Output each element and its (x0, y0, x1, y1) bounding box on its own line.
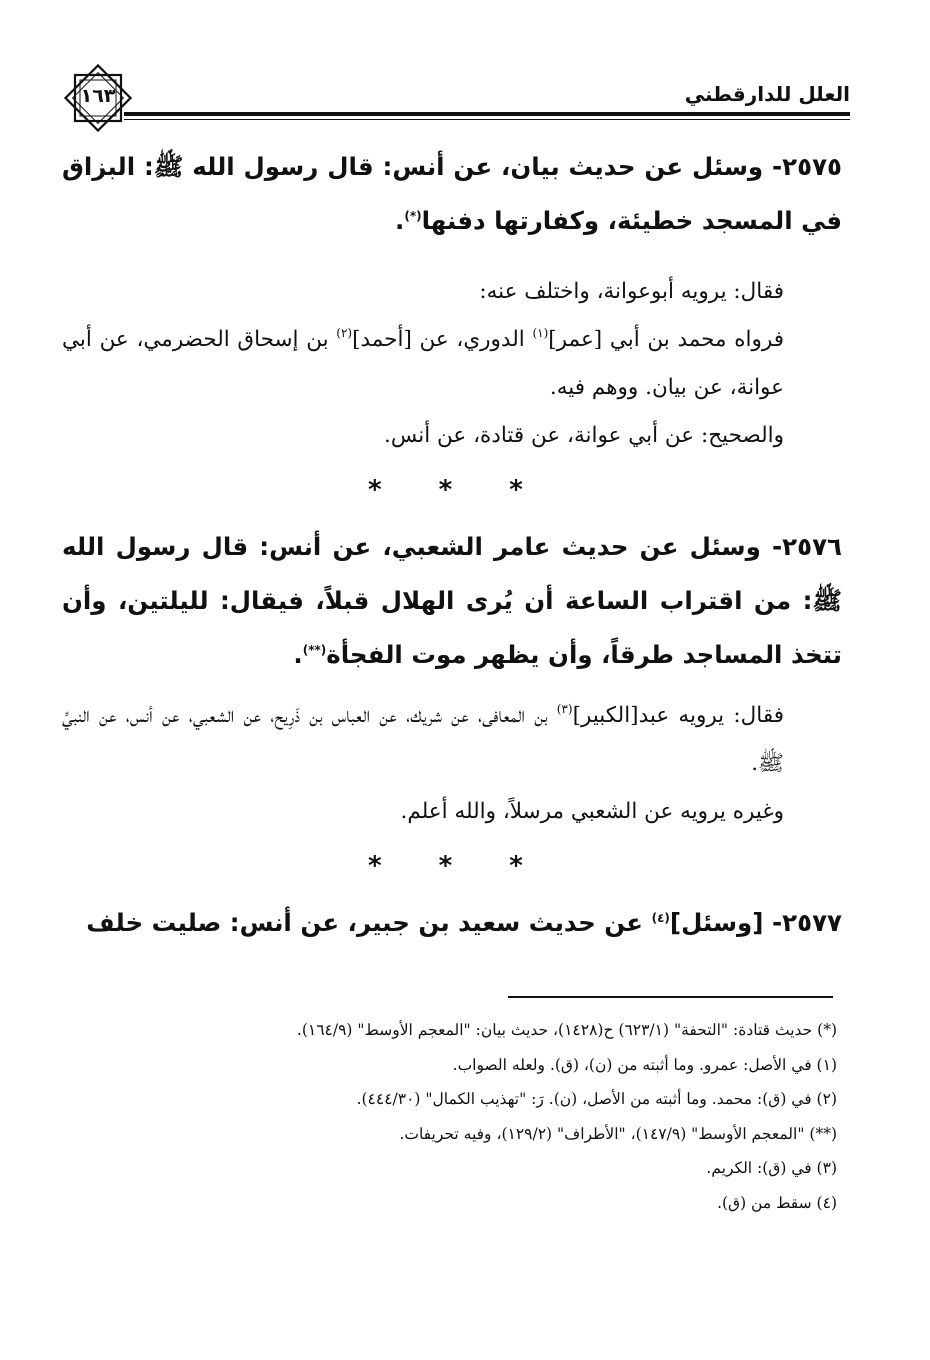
header-rule-thin (124, 119, 850, 120)
question-2576: ٢٥٧٦- وسئل عن حديث عامر الشعبي، عن أنس: قال رسول الله ﷺ: من اقتراب الساعة أن يُرى الهلال قبلاً، فيقال: لليلتين، وأن تتخذ المساجد طرقاً، وأن يظهر موت الفجأة(**). (62, 532, 842, 669)
footnote-ref: (٢) (336, 326, 353, 340)
question-2575: ٢٥٧٥- وسئل عن حديث بيان، عن أنس: قال رسول الله ﷺ: البزاق في المسجد خطيئة، وكفارتها دفنها(*). (62, 152, 842, 235)
footnotes (62, 1013, 837, 1220)
footnote-ref: (٣) (556, 702, 573, 716)
footnote-ref: (٤) (651, 911, 670, 925)
answer-2576-end: وغيره يرويه عن الشعبي مرسلاً، والله أعلم. (400, 799, 784, 824)
answer-2576-main: فقال: يرويه عبد[الكبير]$^{(٣)}$ بن المعافى، عن شريك، عن العباس بن ذَرِيح، عن الشعبي، عن أنس، عن النبيِّ ﷺ. (62, 702, 784, 776)
footnote-1: (١) في الأصل: عمرو. وما أثبته من (ن)، (ق). ولعله الصواب. (452, 1055, 837, 1074)
page-body (62, 140, 842, 950)
footnote-ref: (١) (532, 326, 549, 340)
answer-2575-main: فرواه محمد بن أبي [عمر]$^{(١)}$ الدوري، عن [أحمد]$^{(٢)}$ بن إسحاق الحضرمي، عن أبي عوانة، عن بيان. ووهم فيه. (62, 326, 785, 400)
footnote-2: (٢) في (ق): محمد. وما أثبته من الأصل، (ن). رَ: "تهذيب الكمال" (٤٤٤/٣٠). (356, 1090, 837, 1108)
page-number-badge (62, 62, 134, 134)
page-number: ١٦٣ (80, 85, 116, 107)
answer-2575-intro: فقال: يرويه أبوعوانة، واختلف عنه: (479, 279, 784, 304)
page-header (62, 62, 850, 134)
footnote-4: (٤) سقط من (ق). (717, 1193, 837, 1212)
book-title: العلل للدارقطني (684, 82, 850, 106)
footnote-ref: (*) (404, 209, 422, 223)
footnote-3: (٣) في (ق): الكريم. (706, 1159, 837, 1177)
footnote-divider (508, 996, 833, 998)
footnote-double-star: (**) "المعجم الأوسط" (١٤٧/٩)، "الأطراف" (١٢٩/٢)، وفيه تحريفات. (399, 1124, 837, 1143)
section-separator: * * * (368, 851, 523, 881)
answer-2575-correct: والصحيح: عن أبي عوانة، عن قتادة، عن أنس. (384, 423, 784, 448)
footnote-ref: (**) (302, 643, 327, 657)
question-2577: ٢٥٧٧- [وسئل]$^{(٤)}$ عن حديث سعيد بن جبير، عن أنس: صليت خلف (86, 908, 842, 937)
section-separator: * * * (368, 475, 523, 505)
footnote-star: (*) حديث قتادة: "التحفة" (٦٢٣/١) ح(١٤٢٨)، حديث بيان: "المعجم الأوسط" (١٦٤/٩). (296, 1021, 837, 1039)
header-rule-thick (124, 112, 850, 116)
